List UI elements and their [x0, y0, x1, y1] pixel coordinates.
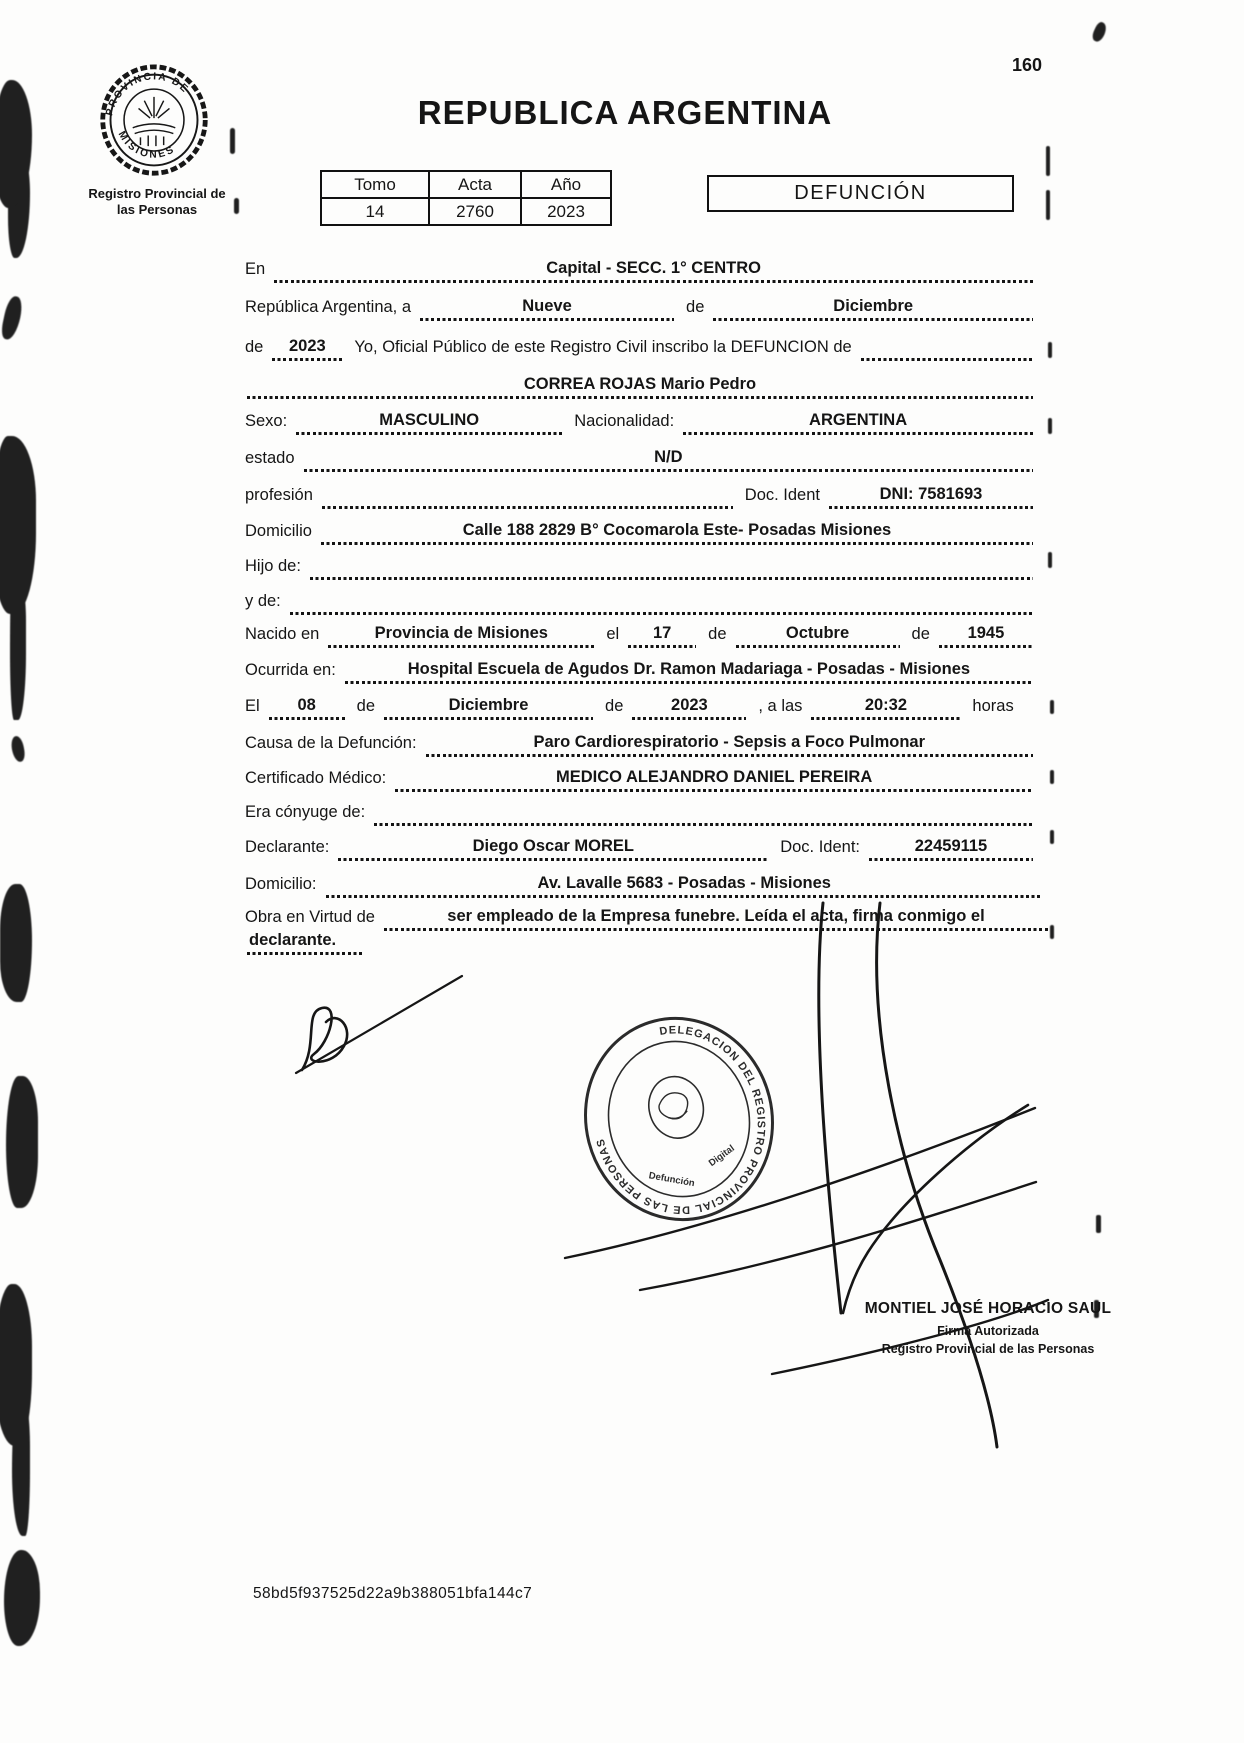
field-label: profesión — [245, 486, 313, 504]
form-line-inscribo — [245, 338, 1035, 361]
stamp-inner-word-1: Defunción — [647, 1170, 696, 1190]
field-label-de: de — [911, 625, 930, 643]
field-value-birth-day: 17 — [626, 625, 698, 648]
form-line-y-de — [245, 593, 1035, 615]
field-label: Sexo: — [245, 412, 288, 430]
official-org: Registro Provincial de las Personas — [881, 1342, 1095, 1356]
field-value-birth-year: 1945 — [937, 625, 1035, 648]
field-label-de: de — [356, 697, 376, 715]
record-type-box: DEFUNCIÓN — [707, 175, 1014, 212]
field-label-el: El — [245, 697, 260, 715]
field-value-death-month: Diciembre — [382, 697, 595, 720]
official-signature — [877, 903, 997, 1447]
stamp-inner-word-2: Digital — [706, 1143, 737, 1169]
closing-sentence-value-2: declarante. — [245, 932, 365, 955]
field-label: Doc. Ident — [744, 486, 820, 504]
acta-table-header-tomo: Tomo — [321, 171, 429, 198]
official-name: MONTIEL JOSÉ HORACIO SAUL — [864, 1300, 1112, 1317]
form-line-en — [245, 260, 1035, 283]
field-value-empty — [859, 355, 1035, 361]
form-line-obra-1 — [245, 908, 1050, 931]
field-label: y de: — [245, 592, 281, 610]
field-label-a-las: , a las — [758, 697, 803, 715]
scan-artifact — [0, 436, 36, 614]
official-signature — [819, 903, 841, 1313]
field-value-death-year: 2023 — [630, 697, 748, 720]
field-value-birth-month: Octubre — [734, 625, 902, 648]
field-label-horas: horas — [972, 697, 1014, 715]
svg-text:PROVINCIA DE — [104, 71, 191, 117]
field-label: Doc. Ident: — [780, 838, 860, 856]
form-line-declarante — [245, 838, 1035, 861]
scan-artifact — [0, 1284, 32, 1446]
field-label: Hijo de: — [245, 557, 301, 575]
closing-sentence-prefix: Obra en Virtud de — [245, 908, 375, 926]
field-label-de: de — [708, 625, 727, 643]
form-line-ocurrida — [245, 661, 1035, 684]
declarant-signature — [302, 1008, 347, 1070]
form-line-fecha-defuncion — [245, 697, 1035, 720]
form-line-sexo-nacionalidad — [245, 412, 1035, 435]
field-value-madre — [288, 609, 1035, 615]
field-value-declarante-dni: 22459115 — [867, 838, 1035, 861]
field-value-death-day: 08 — [267, 697, 347, 720]
field-label-de: de — [245, 338, 264, 356]
form-line-domicilio-declarante — [245, 875, 1045, 898]
closing-sentence-value: ser empleado de la Empresa funebre. Leída el acta, firma conmigo el — [382, 908, 1050, 931]
form-line-estado — [245, 449, 1035, 472]
form-line-certificado — [245, 769, 1035, 792]
registry-round-stamp — [548, 981, 810, 1257]
field-label: Declarante: — [245, 838, 330, 856]
field-value-month: Diciembre — [711, 298, 1035, 321]
acta-table-value-anio: 2023 — [521, 198, 611, 225]
field-label: estado — [245, 449, 295, 467]
scan-artifact — [1090, 21, 1108, 44]
acta-table-value-tomo: 14 — [321, 198, 429, 225]
form-line-profesion-doc — [245, 486, 1035, 509]
field-value-profesion — [320, 503, 735, 509]
field-value-day-word: Nueve — [418, 298, 676, 321]
field-value-medico: MEDICO ALEJANDRO DANIEL PEREIRA — [393, 769, 1035, 792]
field-label: Nacionalidad: — [574, 412, 675, 430]
deceased-name: CORREA ROJAS Mario Pedro — [245, 376, 1035, 399]
field-label-de: de — [686, 298, 705, 316]
scan-artifact — [230, 128, 235, 154]
field-value-birth-place: Provincia de Misiones — [326, 625, 596, 648]
field-value-sexo: MASCULINO — [294, 412, 564, 435]
form-line-domicilio — [245, 522, 1035, 545]
official-signature — [843, 1105, 1028, 1313]
form-line-causa — [245, 734, 1035, 757]
document-title: REPUBLICA ARGENTINA — [417, 94, 833, 131]
scan-artifact — [1048, 342, 1052, 358]
field-value-conyuge — [372, 820, 1035, 826]
field-value-death-place: Hospital Escuela de Agudos Dr. Ramon Madariaga - Posadas - Misiones — [343, 661, 1035, 684]
scan-artifact — [0, 80, 32, 208]
seal-top-text: PROVINCIA DE — [104, 71, 191, 117]
form-line-deceased-name — [245, 376, 1035, 399]
page-number: 160 — [1012, 55, 1043, 75]
field-value-dni: DNI: 7581693 — [827, 486, 1035, 509]
field-label: En — [245, 260, 266, 278]
scan-artifact — [10, 735, 26, 763]
field-value-domicilio-declarante: Av. Lavalle 5683 - Posadas - Misiones — [324, 875, 1045, 898]
form-line-obra-2 — [245, 932, 365, 955]
scan-artifact — [0, 295, 24, 341]
field-value-place: Capital - SECC. 1° CENTRO — [272, 260, 1035, 283]
form-line-fecha-registro — [245, 298, 1035, 321]
field-label: Nacido en — [245, 625, 320, 643]
scan-artifact — [4, 1550, 40, 1646]
scan-artifact — [1096, 1215, 1101, 1233]
scan-artifact — [6, 1076, 38, 1208]
field-label: República Argentina, a — [245, 298, 412, 316]
acta-table-header-acta: Acta — [429, 171, 521, 198]
field-label-el: el — [606, 625, 620, 643]
field-value-causa: Paro Cardiorespiratorio - Sepsis a Foco Pulmonar — [424, 734, 1035, 757]
official-role: Firma Autorizada — [937, 1324, 1039, 1338]
scan-artifact — [1046, 146, 1050, 176]
acta-table-header-anio: Año — [521, 171, 611, 198]
acta-table-value-acta: 2760 — [429, 198, 521, 225]
declarant-signature — [296, 976, 462, 1073]
acta-table — [320, 170, 612, 226]
document-hash: 58bd5f937525d22a9b388051bfa144c7 — [253, 1585, 533, 1602]
field-value-estado: N/D — [302, 449, 1035, 472]
stamp-ring-text: DELEGACION DEL REGISTRO PROVINCIAL DE LAS PERSONAS — [594, 1024, 767, 1216]
svg-text:MISIONES — [116, 129, 178, 160]
field-value-padre — [308, 574, 1035, 580]
field-label: Ocurrida en: — [245, 661, 336, 679]
field-label: Certificado Médico: — [245, 769, 387, 787]
field-label: Domicilio — [245, 522, 312, 540]
seal-bottom-text: MISIONES — [115, 129, 178, 161]
field-label: Causa de la Defunción: — [245, 734, 417, 752]
field-label: Era cónyuge de: — [245, 803, 366, 821]
field-value-nacionalidad: ARGENTINA — [681, 412, 1035, 435]
svg-text:DELEGACION DEL REGISTRO PROVIN — [572, 1006, 787, 1235]
field-value-declarante: Diego Oscar MOREL — [336, 838, 770, 861]
scan-artifact — [1050, 700, 1054, 714]
scan-artifact — [0, 884, 32, 1002]
field-label-de: de — [605, 697, 624, 715]
field-value-domicilio: Calle 188 2829 B° Cocomarola Este- Posadas Misiones — [319, 522, 1035, 545]
field-label: Domicilio: — [245, 875, 317, 893]
form-line-hijo-de — [245, 558, 1035, 580]
official-stamp-text — [843, 1300, 1133, 1356]
inscription-sentence: Yo, Oficial Público de este Registro Civil inscribo la DEFUNCION de — [354, 338, 852, 356]
form-line-conyuge — [245, 804, 1035, 826]
field-value-year: 2023 — [270, 338, 344, 361]
form-line-nacido — [245, 625, 1035, 648]
letterhead-org-name: Registro Provincial de las Personas — [88, 186, 226, 217]
provincia-misiones-seal-icon — [96, 62, 212, 180]
field-value-death-time: 20:32 — [809, 697, 962, 720]
